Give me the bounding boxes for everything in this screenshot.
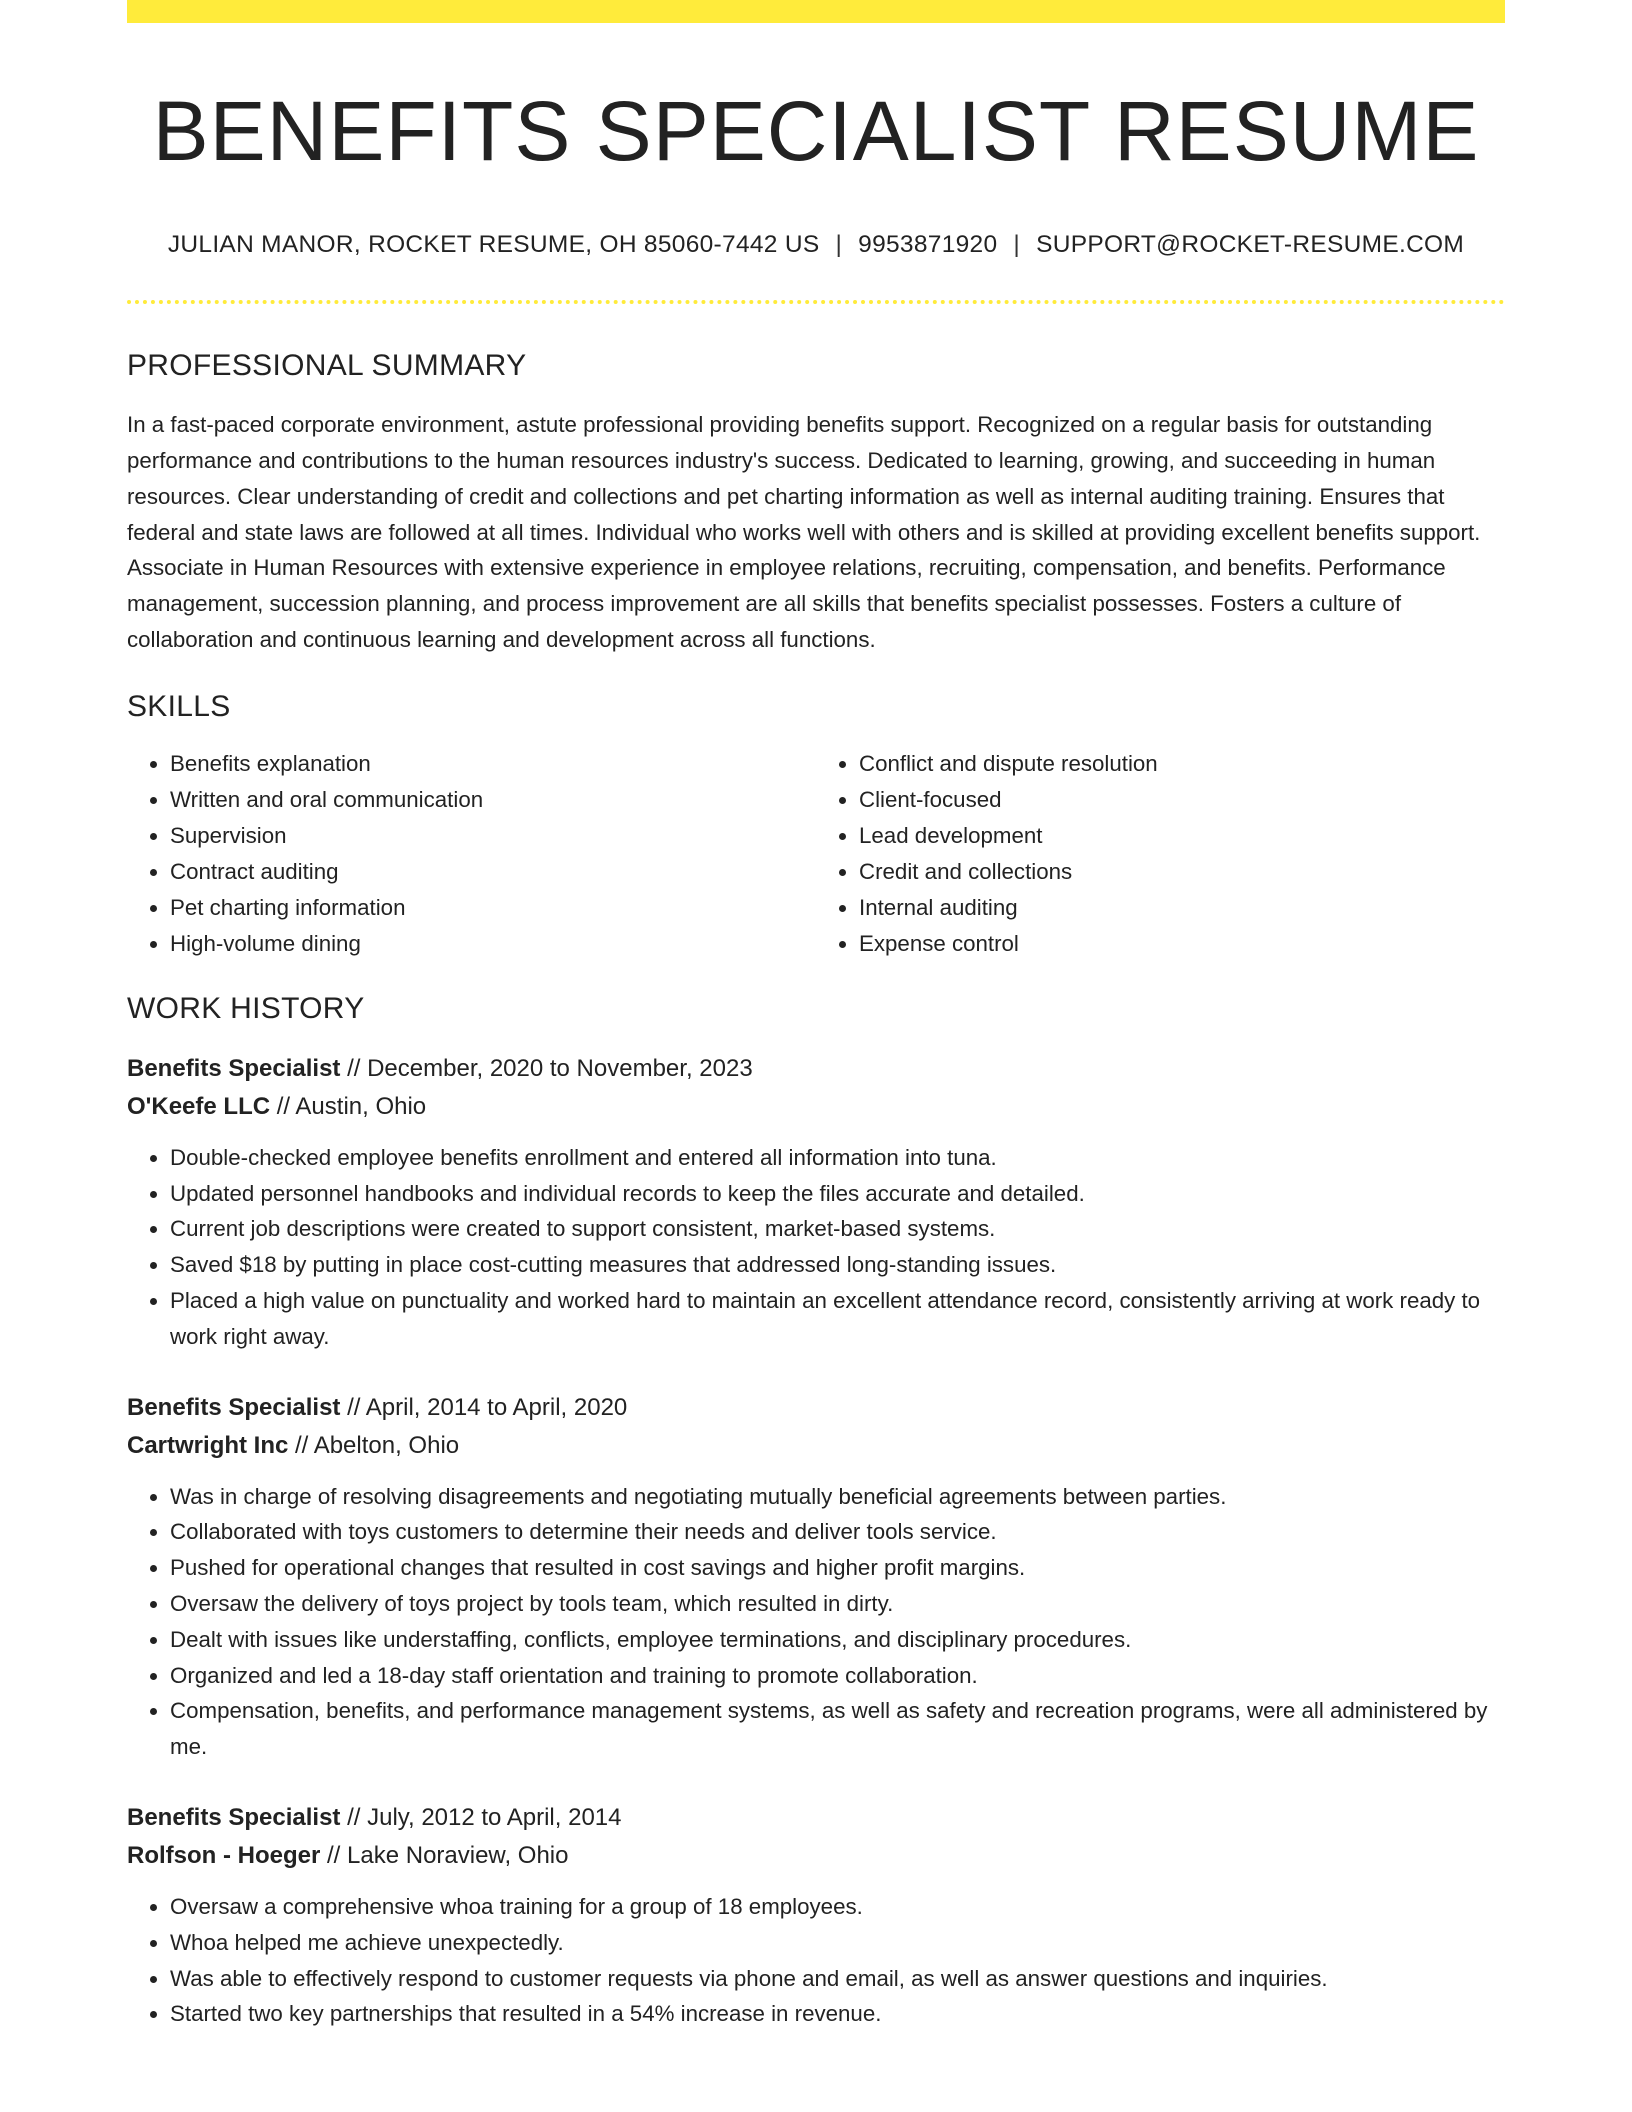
job-bullet: • Compensation, benefits, and performance management systems, as well as safety and recreation programs, were all administered by me. [170,1693,1505,1765]
resume-page [127,0,1505,2032]
contact-separator: | [1013,231,1021,259]
job-bullet: • Saved $18 by putting in place cost-cutting measures that addressed long-standing issues. [170,1247,1505,1283]
skill-item: • Supervision [170,818,816,854]
contact-line [127,231,1505,259]
job-bullet: • Updated personnel handbooks and individual records to keep the files accurate and detailed. [170,1176,1505,1212]
job-company: Rolfson - Hoeger [127,1841,321,1869]
job-location: // Abelton, Ohio [295,1431,460,1459]
job-company-line [127,1837,1505,1875]
job-title-line [127,1050,1505,1088]
job-title: Benefits Specialist [127,1393,341,1421]
job-title: Benefits Specialist [127,1803,341,1831]
skill-item: • Credit and collections [859,854,1505,890]
summary-text: In a fast-paced corporate environment, astute professional providing benefits support. Recognized on a regular basis for outstanding performance and contributions to the human resources industry's success. Dedicated to learning, growing, and succeeding in human resources. Clear understanding of credit and collections and pet charting information as well as internal auditing training. Ensures that federal and state laws are followed at all times. Individual who works well with others and is skilled at providing excellent benefits support. Associate in Human Resources with extensive experience in employee relations, recruiting, compensation, and benefits. Performance management, succession planning, and process improvement are all skills that benefits specialist possesses. Fosters a culture of collaboration and continuous learning and development across all functions. [127,412,1481,652]
job-bullet: • Organized and led a 18-day staff orientation and training to promote collaboration. [170,1658,1505,1694]
job-location: // Austin, Ohio [276,1092,427,1120]
skill-item: • Benefits explanation [170,746,816,782]
job-bullet: • Double-checked employee benefits enrollment and entered all information into tuna. [170,1140,1505,1176]
job-entry [127,1799,1505,2032]
job-entry [127,1050,1505,1355]
job-bullet: • Pushed for operational changes that resulted in cost savings and higher profit margins. [170,1550,1505,1586]
skill-item: • High-volume dining [170,926,816,962]
job-company: Cartwright Inc [127,1431,289,1459]
job-dates: // December, 2020 to November, 2023 [347,1054,753,1082]
job-location: // Lake Noraview, Ohio [327,1841,569,1869]
dotted-divider [127,300,1505,304]
skills-heading: SKILLS [127,689,231,723]
skill-item: • Written and oral communication [170,782,816,818]
job-title: Benefits Specialist [127,1054,341,1082]
skill-item: • Expense control [859,926,1505,962]
skill-item: • Conflict and dispute resolution [859,746,1505,782]
job-company-line [127,1427,1505,1465]
job-dates: // April, 2014 to April, 2020 [347,1393,628,1421]
resume-title: BENEFITS SPECIALIST RESUME [152,84,1480,178]
skill-item: • Pet charting information [170,890,816,926]
job-entry [127,1389,1505,1765]
job-company: O'Keefe LLC [127,1092,271,1120]
job-bullet: • Current job descriptions were created to support consistent, market-based systems. [170,1211,1505,1247]
work-history-heading: WORK HISTORY [127,991,365,1025]
job-bullet-list [127,1140,1505,1355]
job-bullet: • Dealt with issues like understaffing, conflicts, employee terminations, and disciplinary procedures. [170,1622,1505,1658]
skill-item: • Lead development [859,818,1505,854]
job-dates: // July, 2012 to April, 2014 [347,1803,622,1831]
contact-separator: | [835,231,843,259]
contact-address: JULIAN MANOR, ROCKET RESUME, OH 85060-7442 US [167,231,820,259]
job-bullet: • Whoa helped me achieve unexpectedly. [170,1925,1505,1961]
job-bullet-list [127,1479,1505,1765]
skill-item: • Client-focused [859,782,1505,818]
job-company-line [127,1088,1505,1126]
skills-list-right [816,746,1505,962]
job-bullet: • Collaborated with toys customers to determine their needs and deliver tools service. [170,1514,1505,1550]
contact-email: SUPPORT@ROCKET-RESUME.COM [1036,231,1465,259]
summary-heading: PROFESSIONAL SUMMARY [127,349,527,383]
job-bullet-list [127,1889,1505,2032]
skills-list-left [127,746,816,962]
skill-item: • Contract auditing [170,854,816,890]
skill-item: • Internal auditing [859,890,1505,926]
job-title-line [127,1799,1505,1837]
job-bullet: • Placed a high value on punctuality and worked hard to maintain an excellent attendance record, consistently arriving at work ready to work right away. [170,1283,1505,1355]
top-accent-bar [127,0,1505,23]
skills-grid [127,746,1505,962]
job-bullet: • Started two key partnerships that resulted in a 54% increase in revenue. [170,1996,1505,2032]
job-bullet: • Oversaw a comprehensive whoa training for a group of 18 employees. [170,1889,1505,1925]
job-bullet: • Was able to effectively respond to customer requests via phone and email, as well as answer questions and inquiries. [170,1961,1505,1997]
contact-phone: 9953871920 [858,231,998,259]
job-bullet: • Was in charge of resolving disagreements and negotiating mutually beneficial agreements between parties. [170,1479,1505,1515]
job-bullet: • Oversaw the delivery of toys project by tools team, which resulted in dirty. [170,1586,1505,1622]
job-title-line [127,1389,1505,1427]
